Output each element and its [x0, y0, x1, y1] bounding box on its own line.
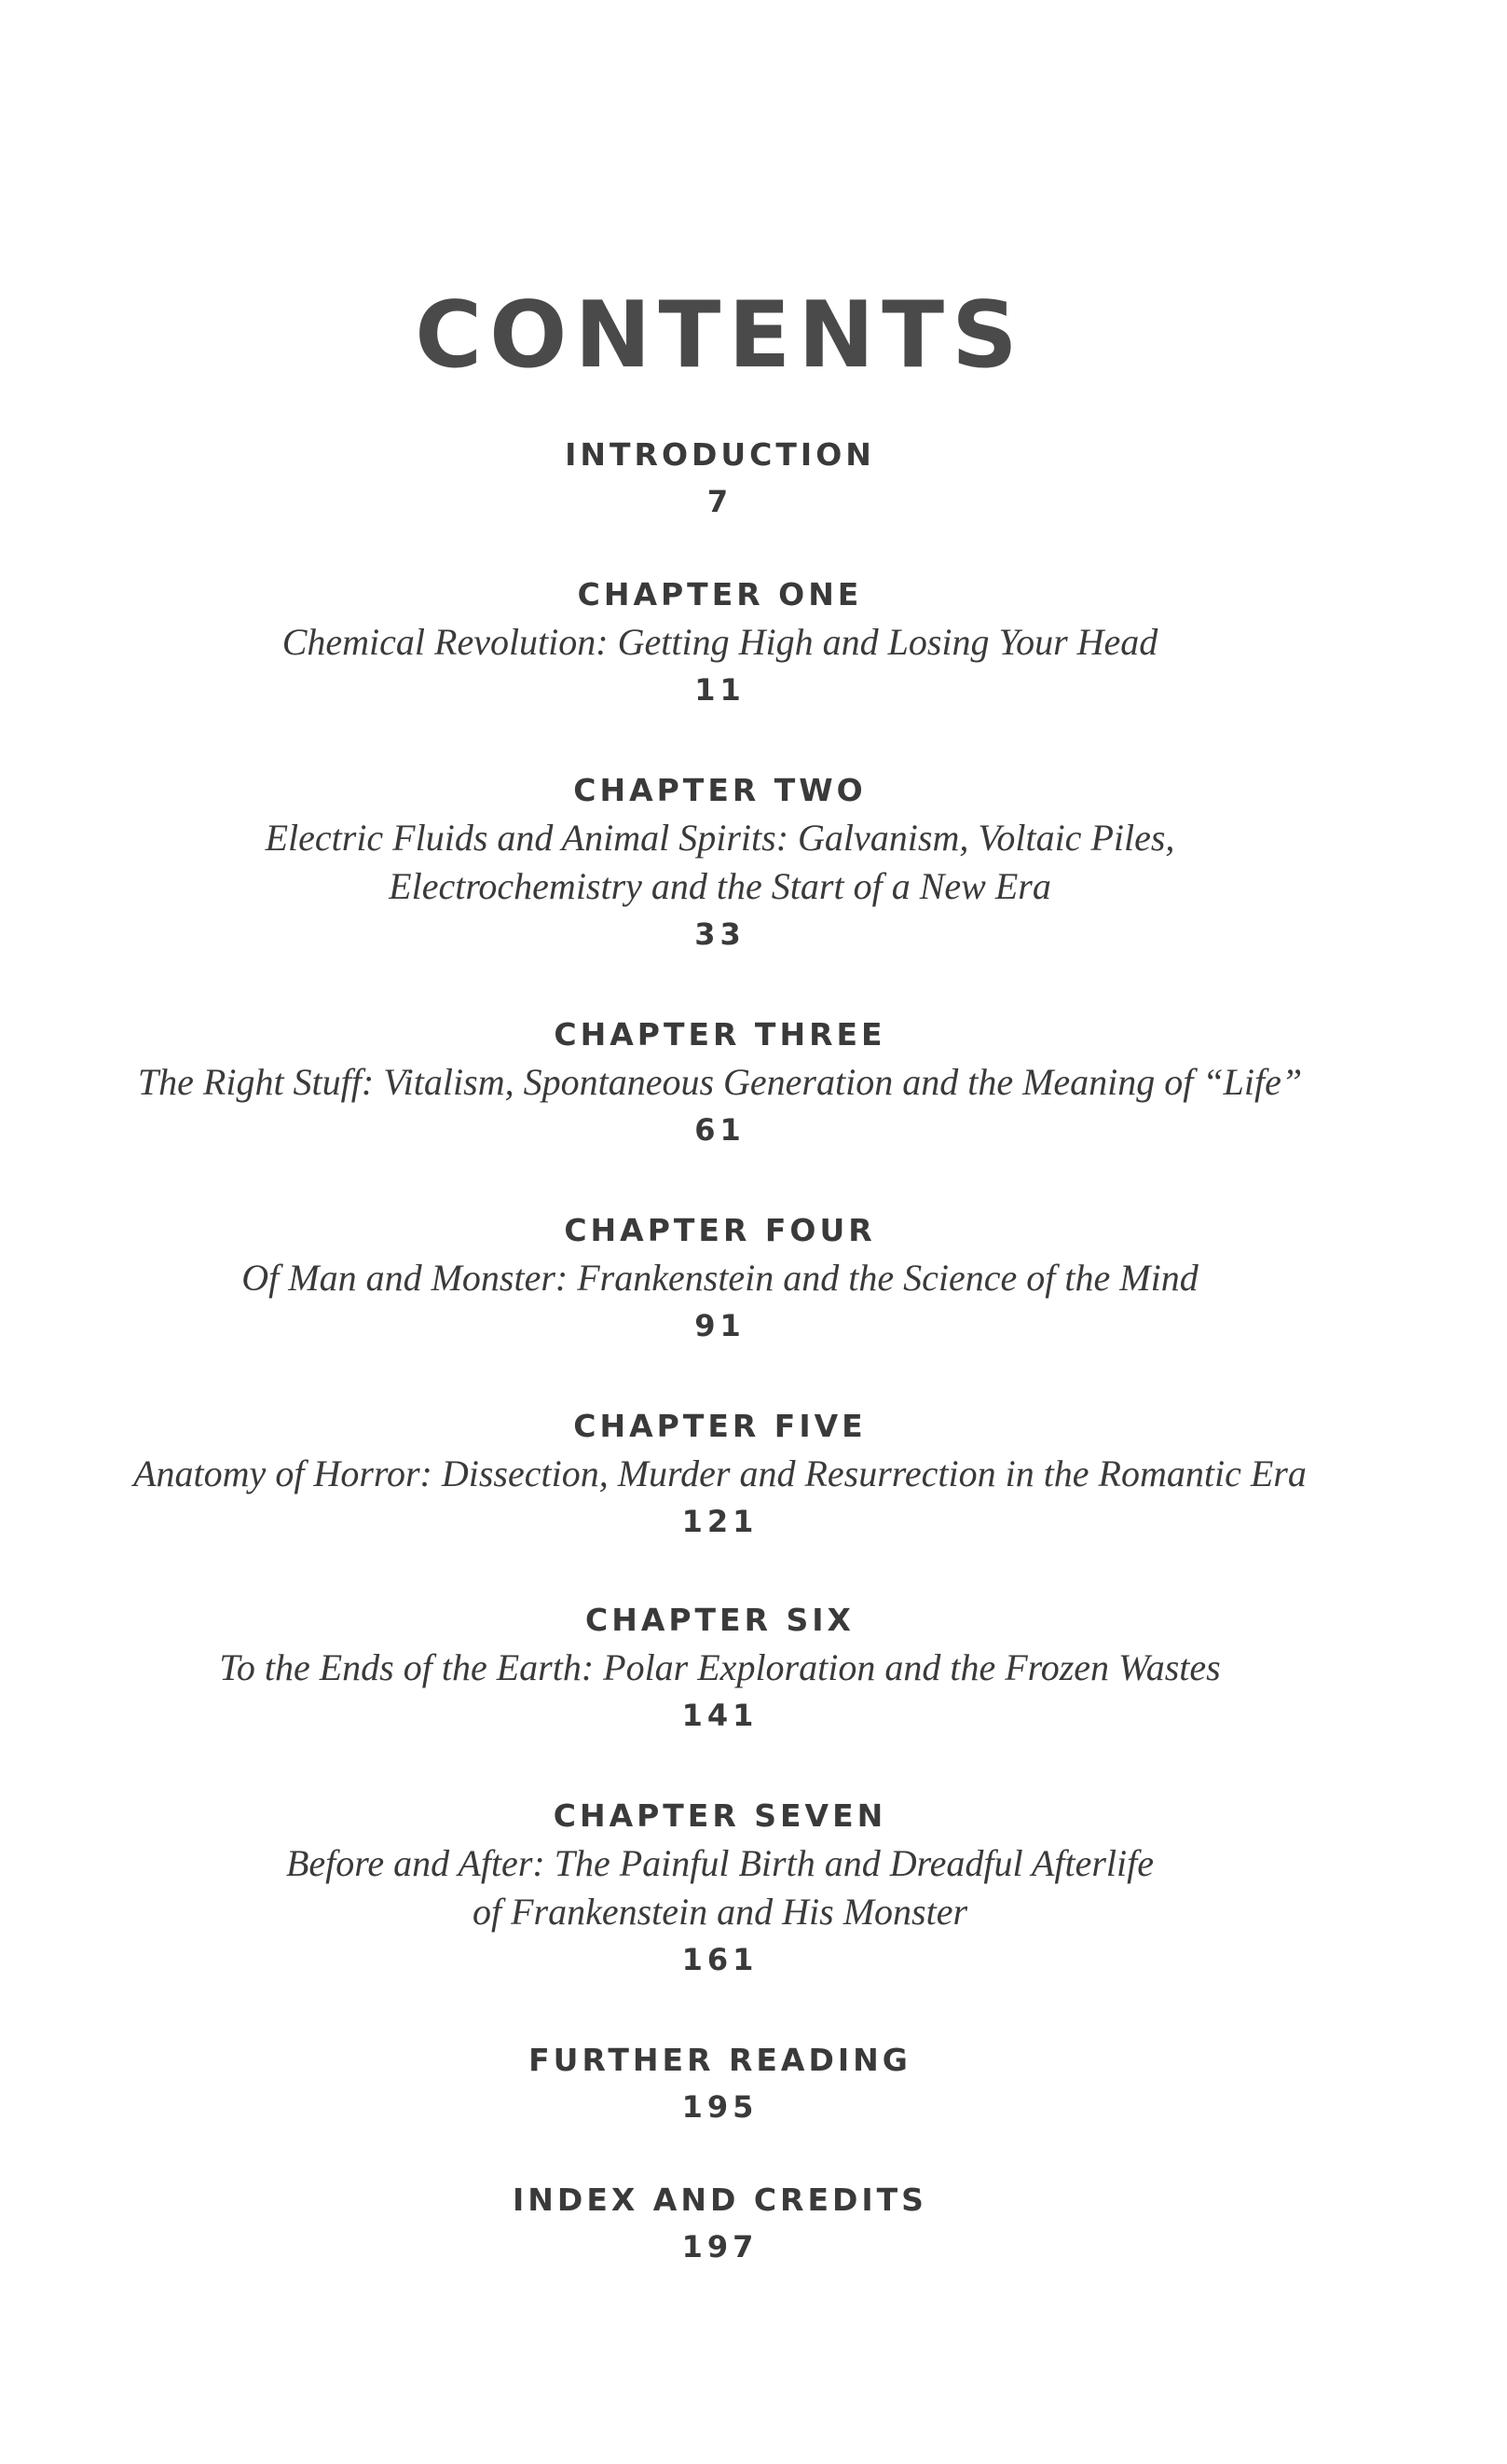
toc-heading: CHAPTER FIVE — [573, 1408, 867, 1444]
toc-entry-chapter-four[interactable] — [0, 1207, 1440, 1349]
toc-heading: CHAPTER TWO — [573, 772, 867, 808]
toc-entry-chapter-three[interactable] — [0, 1012, 1440, 1153]
toc-subtitle: Before and After: The Painful Birth and Dreadful Afterlife — [285, 1842, 1154, 1884]
toc-page-number: 61 — [694, 1112, 746, 1148]
toc-heading: CHAPTER FOUR — [564, 1212, 876, 1248]
toc-entry-further-reading[interactable] — [0, 2037, 1440, 2130]
toc-subtitle: Of Man and Monster: Frankenstein and the Science of the Mind — [241, 1257, 1199, 1299]
toc-page-number: 91 — [694, 1308, 746, 1343]
toc-page-number: 33 — [694, 916, 746, 952]
toc-heading: FURTHER READING — [528, 2042, 911, 2078]
toc-subtitle: Chemical Revolution: Getting High and Losing Your Head — [281, 621, 1158, 663]
toc-entry-chapter-five[interactable] — [0, 1403, 1440, 1545]
toc-page-number: 197 — [681, 2229, 759, 2264]
toc-page-number: 141 — [681, 1698, 759, 1733]
toc-entry-chapter-seven[interactable] — [0, 1793, 1440, 1983]
toc-page-number: 161 — [681, 1942, 759, 1977]
toc-subtitle: Anatomy of Horror: Dissection, Murder and Resurrection in the Romantic Era — [133, 1452, 1307, 1494]
toc-page-number: 195 — [681, 2089, 759, 2125]
toc-entry-index-and-credits[interactable] — [0, 2177, 1440, 2270]
toc-heading: CHAPTER SIX — [584, 1602, 855, 1638]
toc-page-number: 11 — [694, 672, 746, 708]
toc-page-number: 121 — [681, 1504, 759, 1539]
toc-heading: CHAPTER THREE — [554, 1016, 886, 1053]
toc-entry-chapter-two[interactable] — [0, 767, 1440, 957]
page-title: CONTENTS — [415, 282, 1025, 389]
toc-heading: CHAPTER SEVEN — [553, 1797, 887, 1834]
toc-heading: CHAPTER ONE — [577, 576, 863, 613]
toc-subtitle: Electric Fluids and Animal Spirits: Galvanism, Voltaic Piles, — [265, 817, 1175, 859]
toc-heading: INTRODUCTION — [565, 436, 875, 473]
toc-page-number: 7 — [706, 484, 733, 519]
toc-subtitle: The Right Stuff: Vitalism, Spontaneous Generation and the Meaning of “Life” — [137, 1061, 1303, 1103]
toc-subtitle: To the Ends of the Earth: Polar Exploration and the Frozen Wastes — [219, 1646, 1221, 1688]
toc-subtitle: of Frankenstein and His Monster — [472, 1891, 968, 1933]
toc-entry-chapter-one[interactable] — [0, 571, 1440, 713]
toc-heading: INDEX AND CREDITS — [513, 2182, 927, 2218]
toc-subtitle: Electrochemistry and the Start of a New Era — [389, 865, 1051, 907]
toc-entry-introduction[interactable] — [0, 432, 1440, 525]
toc-entry-chapter-six[interactable] — [0, 1597, 1440, 1739]
